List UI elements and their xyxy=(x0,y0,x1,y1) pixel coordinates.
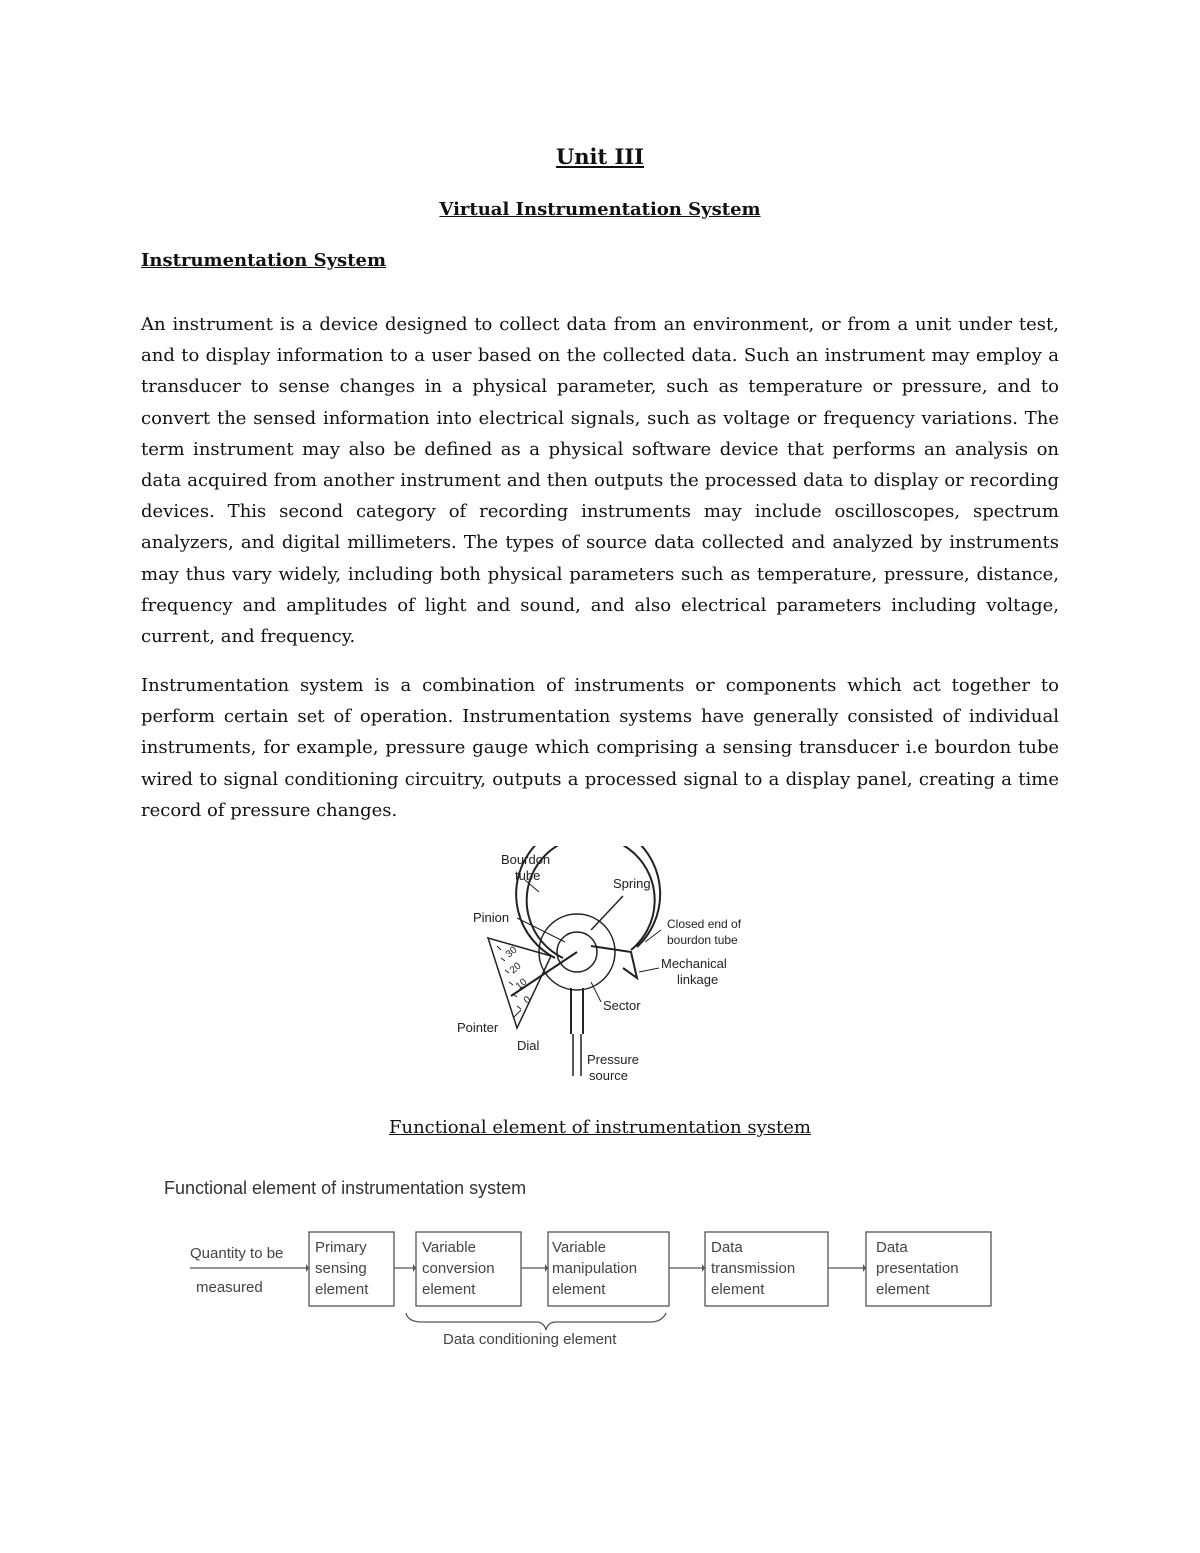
label-closed-end: Closed end of xyxy=(667,917,742,931)
bourdon-gauge-figure xyxy=(455,846,765,1086)
block-text: Primary xyxy=(315,1239,367,1256)
block-text: Data xyxy=(876,1239,908,1256)
block-text: Variable xyxy=(552,1239,606,1256)
block-text: element xyxy=(315,1281,369,1298)
scale-label: 0 xyxy=(521,994,534,1007)
input-label-line1: Quantity to be xyxy=(190,1245,284,1262)
data-conditioning-brace xyxy=(406,1313,666,1330)
label-spring: Spring xyxy=(613,876,651,891)
label-dial: Dial xyxy=(517,1038,540,1053)
section-heading: Instrumentation System xyxy=(141,250,387,271)
block-diagram-title: Functional element of instrumentation system xyxy=(164,1178,527,1198)
block-text: element xyxy=(552,1281,606,1298)
block-text: conversion xyxy=(422,1260,495,1277)
label-linkage: linkage xyxy=(677,972,719,987)
document-subtitle: Virtual Instrumentation System xyxy=(439,199,761,220)
pressure-inlet xyxy=(573,1034,581,1076)
block-text: manipulation xyxy=(552,1260,638,1277)
label-sector: Sector xyxy=(603,998,641,1013)
paragraph-instrumentation-system: Instrumentation system is a combination of instruments or components which act together to perform certain set of operation. Instrumentation systems have generally consisted of individual instruments, for example, pressure gauge which comprising a sensing transducer i.e bourdon tube wired to signal conditioning circuitry, outputs a processed signal to a display panel, creating a time record of pressure changes. xyxy=(141,675,1059,821)
paragraph-instrument-definition: An instrument is a device designed to collect data from an environment, or from a unit under test, and to display information to a user based on the collected data. Such an instrument may employ a transducer to sense changes in a physical parameter, such as temperature or pressure, and to convert the sensed information into electrical signals, such as voltage or frequency variations. The term instrument may also be defined as a physical software device that performs an analysis on data acquired from another instrument and then outputs the processed data to display or recording devices. This second category of recording instruments may include oscilloscopes, spectrum analyzers, and digital millimeters. The types of source data collected and analyzed by instruments may thus vary widely, including both physical parameters such as temperature, pressure, distance, frequency and amplitudes of light and sound, and also electrical parameters including voltage, current, and frequency. xyxy=(141,314,1059,648)
figure-caption: Functional element of instrumentation system xyxy=(389,1117,811,1138)
label-pressure: Pressure xyxy=(587,1052,640,1067)
leader-spring xyxy=(591,896,623,930)
scale-label: 20 xyxy=(507,960,524,977)
functional-block-diagram xyxy=(160,1172,1010,1357)
label-source: source xyxy=(589,1068,629,1083)
label-mechanical: Mechanical xyxy=(661,956,727,971)
block-text: Data xyxy=(711,1239,743,1256)
block-text: transmission xyxy=(711,1260,796,1277)
block-text: sensing xyxy=(315,1260,367,1277)
data-conditioning-label: Data conditioning element xyxy=(443,1331,617,1348)
scale-label: 30 xyxy=(503,944,520,961)
label-pinion: Pinion xyxy=(473,910,510,925)
block-text: element xyxy=(876,1281,930,1298)
leader-linkage xyxy=(639,968,659,972)
block-text: element xyxy=(711,1281,765,1298)
input-label-line2: measured xyxy=(196,1279,263,1296)
unit-title: Unit III xyxy=(555,144,645,169)
label-closed-end-2: bourdon tube xyxy=(667,933,738,947)
gauge-stem xyxy=(571,988,583,1034)
block-text: presentation xyxy=(876,1260,959,1277)
leader-pointer xyxy=(513,1010,521,1018)
block-text: element xyxy=(422,1281,476,1298)
label-tube: tube xyxy=(515,868,541,883)
scale-label: 10 xyxy=(513,976,530,993)
label-bourdon: Bourdon xyxy=(501,852,551,867)
block-text: Variable xyxy=(422,1239,476,1256)
label-pointer: Pointer xyxy=(457,1020,499,1035)
